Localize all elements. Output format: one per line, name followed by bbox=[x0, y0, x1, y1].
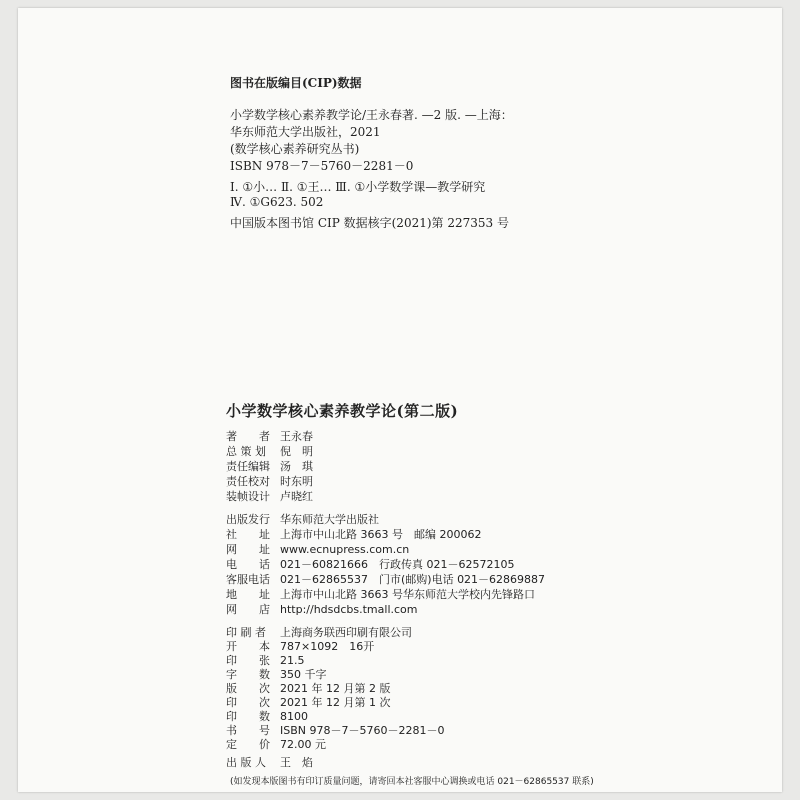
publisher-label: 地 址 bbox=[226, 588, 270, 601]
cip-line: ISBN 978－7－5760－2281－0 bbox=[230, 159, 414, 173]
printing-value: 2021 年 12 月第 1 次 bbox=[280, 696, 391, 709]
credit-row bbox=[226, 428, 313, 444]
publisher-value: 上海市中山北路 3663 号华东师范大学校内先锋路口 bbox=[280, 588, 535, 601]
publisher-value: http://hdsdcbs.tmall.com bbox=[280, 603, 418, 616]
publisher-row bbox=[226, 586, 535, 602]
printing-value: 787×1092 16开 bbox=[280, 640, 375, 653]
printing-label: 印 刷 者 bbox=[226, 626, 266, 639]
printing-label: 开 本 bbox=[226, 640, 270, 653]
credit-value: 卢晓红 bbox=[280, 490, 313, 503]
credit-value: 汤 琪 bbox=[280, 460, 313, 473]
credit-label: 著 者 bbox=[226, 430, 270, 443]
printing-label: 印 次 bbox=[226, 696, 270, 709]
credit-label: 责任编辑 bbox=[226, 460, 270, 473]
printing-value: ISBN 978－7－5760－2281－0 bbox=[280, 724, 445, 737]
printing-value: 上海商务联西印刷有限公司 bbox=[280, 626, 412, 639]
cip-line: Ⅳ. ①G623. 502 bbox=[230, 195, 324, 209]
publisher-row bbox=[226, 541, 409, 557]
publisher-label: 社 址 bbox=[226, 528, 270, 541]
printing-label: 字 数 bbox=[226, 668, 270, 681]
cip-line: 华东师范大学出版社，2021 bbox=[230, 125, 381, 139]
publisher-row bbox=[226, 556, 514, 572]
credit-row bbox=[226, 488, 313, 504]
printing-row bbox=[226, 736, 326, 752]
credit-label: 责任校对 bbox=[226, 475, 270, 488]
printing-value: 21.5 bbox=[280, 654, 305, 667]
publisher-person-row bbox=[226, 754, 313, 770]
book-title: 小学数学核心素养教学论(第二版) bbox=[226, 402, 459, 420]
copyright-page bbox=[18, 8, 782, 792]
credit-value: 时东明 bbox=[280, 475, 313, 488]
printing-label: 定 价 bbox=[226, 738, 270, 751]
publisher-label: 客服电话 bbox=[226, 573, 270, 586]
credit-label: 装帧设计 bbox=[226, 490, 270, 503]
printing-value: 350 千字 bbox=[280, 668, 327, 681]
publisher-label: 电 话 bbox=[226, 558, 270, 571]
credit-row bbox=[226, 443, 313, 459]
printing-value: 2021 年 12 月第 2 版 bbox=[280, 682, 391, 695]
printing-label: 版 次 bbox=[226, 682, 270, 695]
publisher-person-label: 出 版 人 bbox=[226, 756, 266, 769]
quality-notice: (如发现本版图书有印订质量问题，请寄回本社客服中心调换或电话 021－62865537 联系) bbox=[230, 777, 594, 787]
publisher-value: 上海市中山北路 3663 号 邮编 200062 bbox=[280, 528, 482, 541]
printing-value: 72.00 元 bbox=[280, 738, 326, 751]
cip-line: (数学核心素养研究丛书) bbox=[230, 142, 360, 156]
publisher-row bbox=[226, 601, 418, 617]
publisher-value: 021－62865537 门市(邮购)电话 021－62869887 bbox=[280, 573, 546, 586]
cip-number: 中国版本图书馆 CIP 数据核字(2021)第 227353 号 bbox=[230, 216, 509, 230]
credit-row bbox=[226, 473, 313, 489]
printing-value: 8100 bbox=[280, 710, 308, 723]
publisher-person-value: 王 焰 bbox=[280, 756, 313, 769]
publisher-row bbox=[226, 511, 379, 527]
publisher-label: 网 址 bbox=[226, 543, 270, 556]
cip-line: Ⅰ. ①小… Ⅱ. ①王… Ⅲ. ①小学数学课—教学研究 bbox=[230, 180, 486, 194]
cip-line: 小学数学核心素养教学论/王永春著. —2 版. —上海： bbox=[230, 108, 513, 122]
printing-label: 书 号 bbox=[226, 724, 270, 737]
publisher-value: www.ecnupress.com.cn bbox=[280, 543, 410, 556]
credit-value: 王永春 bbox=[280, 430, 313, 443]
publisher-label: 出版发行 bbox=[226, 513, 270, 526]
credit-value: 倪 明 bbox=[280, 445, 313, 458]
publisher-label: 网 店 bbox=[226, 603, 270, 616]
credit-label: 总 策 划 bbox=[226, 445, 266, 458]
publisher-value: 华东师范大学出版社 bbox=[280, 513, 379, 526]
publisher-row bbox=[226, 526, 481, 542]
credit-row bbox=[226, 458, 313, 474]
publisher-row bbox=[226, 571, 545, 587]
printing-label: 印 张 bbox=[226, 654, 270, 667]
cip-title: 图书在版编目(CIP)数据 bbox=[230, 76, 362, 90]
publisher-value: 021－60821666 行政传真 021－62572105 bbox=[280, 558, 515, 571]
printing-label: 印 数 bbox=[226, 710, 270, 723]
